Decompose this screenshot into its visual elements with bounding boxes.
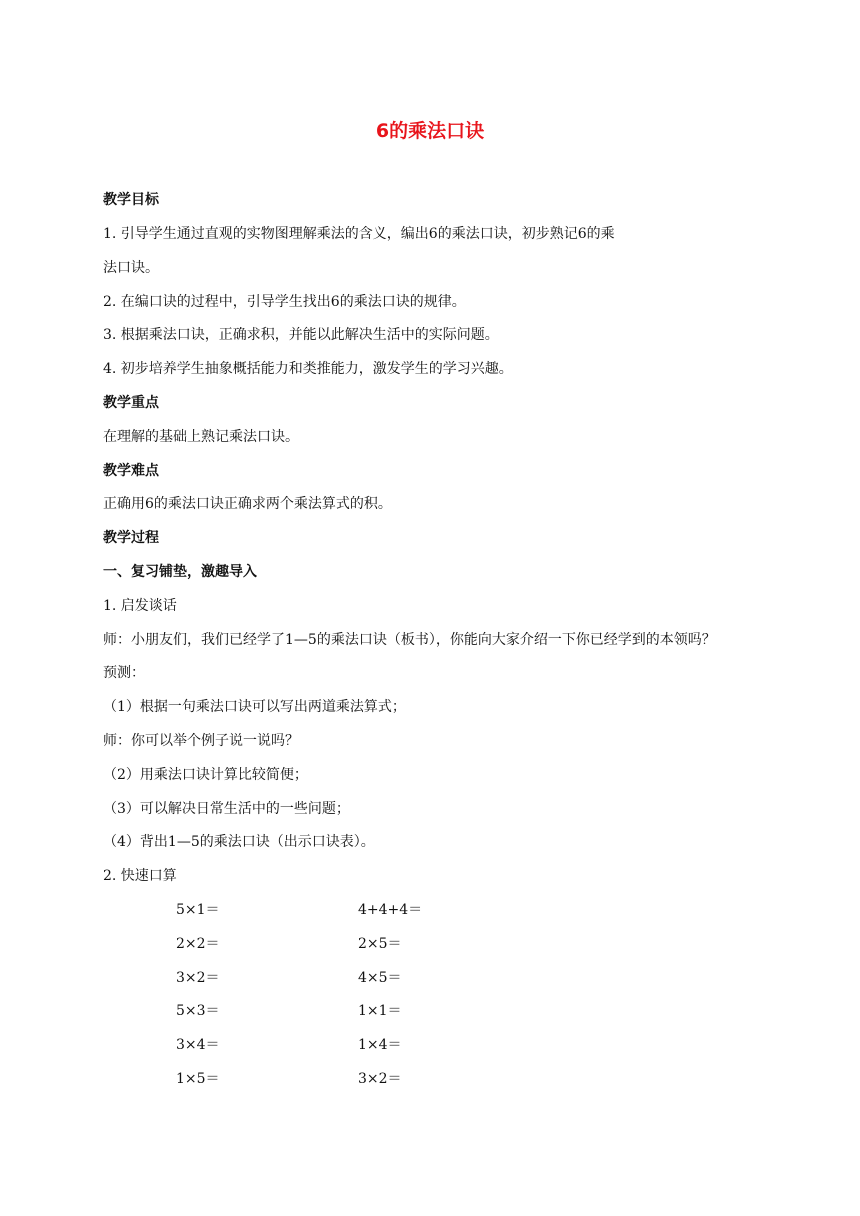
goal-1-line-2: 法口诀。 (103, 260, 159, 276)
prediction-1: （1）根据一句乘法口诀可以写出两道乘法算式； (103, 699, 406, 715)
key-text: 在理解的基础上熟记乘法口诀。 (103, 429, 299, 445)
calc-item: 1×4＝ (358, 1037, 402, 1053)
process-heading: 教学过程 (103, 530, 159, 546)
prediction-label: 预测： (103, 665, 145, 681)
calc-item: 5×1＝ (176, 902, 220, 918)
goal-4: 4. 初步培养学生抽象概括能力和类推能力，激发学生的学习兴趣。 (103, 361, 513, 377)
goal-2: 2. 在编口诀的过程中，引导学生找出6的乘法口诀的规律。 (103, 294, 466, 310)
calc-item: 2×2＝ (176, 936, 220, 952)
calc-item: 4+4+4＝ (358, 902, 423, 918)
document-title: 6的乘法口诀 (375, 120, 485, 142)
part-1-heading: 一、复习铺垫，激趣导入 (103, 564, 257, 580)
step-2: 2. 快速口算 (103, 868, 177, 884)
difficulty-text: 正确用6的乘法口诀正确求两个乘法算式的积。 (103, 496, 392, 512)
difficulty-heading: 教学难点 (103, 463, 159, 479)
calc-item: 1×1＝ (358, 1003, 402, 1019)
prediction-2: （2）用乘法口诀计算比较简便； (103, 767, 308, 783)
calc-item: 2×5＝ (358, 936, 402, 952)
goal-1-line-1: 1. 引导学生通过直观的实物图理解乘法的含义，编出6的乘法口诀，初步熟记6的乘 (103, 226, 615, 242)
calc-item: 3×2＝ (358, 1071, 402, 1087)
prediction-4: （4）背出1—5的乘法口诀（出示口诀表）。 (103, 834, 375, 850)
goals-heading: 教学目标 (103, 192, 159, 208)
prediction-3: （3）可以解决日常生活中的一些问题； (103, 801, 350, 817)
step-1: 1. 启发谈话 (103, 598, 177, 614)
teacher-line-2: 师：你可以举个例子说一说吗？ (103, 733, 299, 749)
goal-3: 3. 根据乘法口诀，正确求积，并能以此解决生活中的实际问题。 (103, 327, 499, 343)
calc-item: 4×5＝ (358, 970, 402, 986)
calc-item: 3×2＝ (176, 970, 220, 986)
calc-item: 1×5＝ (176, 1071, 220, 1087)
calc-item: 3×4＝ (176, 1037, 220, 1053)
teacher-line-1: 师：小朋友们，我们已经学了1—5的乘法口诀（板书），你能向大家介绍一下你已经学到的本领吗？ (103, 632, 716, 648)
calc-item: 5×3＝ (176, 1003, 220, 1019)
key-heading: 教学重点 (103, 395, 159, 411)
